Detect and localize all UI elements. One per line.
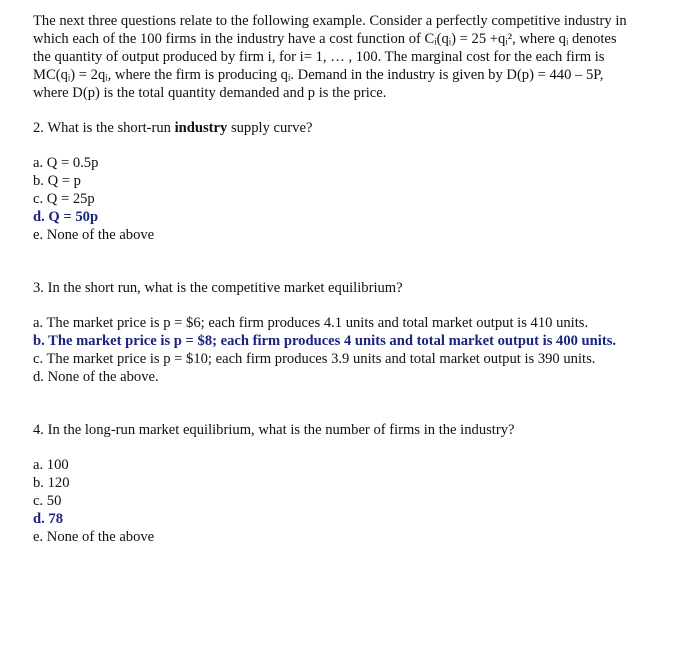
question-2-prefix: 2. What is the short-run: [33, 120, 175, 136]
q4-option-b: b. 120: [33, 475, 70, 491]
q2-option-d-answer: d. Q = 50p: [33, 209, 99, 225]
q3-option-a: a. The market price is p = $6; each firm produces 4.1 units and total market output is 410 units.: [33, 315, 589, 331]
question-3-options: [33, 314, 633, 386]
intro-paragraph: The next three questions relate to the following example. Consider a perfectly competitive industry in which each of the 100 firms in the industry have a cost function of Cᵢ(qᵢ) = 25 +qᵢ², where qᵢ denotes the quantity of output produced by firm i, for i= 1, … , 100. The marginal cost for the each firm is MC(qᵢ) = 2qᵢ, where the firm is producing qᵢ. Demand in the industry is given by D(p) = 440 – 5P, where D(p) is the total quantity demanded and p is the price.: [33, 13, 627, 101]
q3-option-b-answer: b. The market price is p = $8; each firm produces 4 units and total market output is 400 units.: [33, 333, 617, 349]
question-3: 3. In the short run, what is the competitive market equilibrium?: [33, 280, 403, 296]
question-2-bold: industry: [174, 120, 228, 136]
question-2-options: [33, 154, 633, 244]
q4-option-c: c. 50: [33, 493, 62, 509]
q3-option-c: c. The market price is p = $10; each firm produces 3.9 units and total market output is 390 units.: [33, 351, 596, 367]
q2-option-c: c. Q = 25p: [33, 191, 95, 207]
q2-option-e: e. None of the above: [33, 227, 155, 243]
q2-option-a: a. Q = 0.5p: [33, 155, 99, 171]
question-document: [33, 12, 633, 546]
q3-option-d: d. None of the above.: [33, 369, 159, 385]
q4-option-a: a. 100: [33, 457, 69, 473]
question-4: 4. In the long-run market equilibrium, what is the number of firms in the industry?: [33, 422, 515, 438]
question-2: [33, 119, 633, 137]
q2-option-b: b. Q = p: [33, 173, 81, 189]
question-2-suffix: supply curve?: [227, 120, 313, 136]
q4-option-e: e. None of the above: [33, 529, 155, 545]
question-4-options: [33, 456, 633, 546]
q4-option-d-answer: d. 78: [33, 511, 64, 527]
